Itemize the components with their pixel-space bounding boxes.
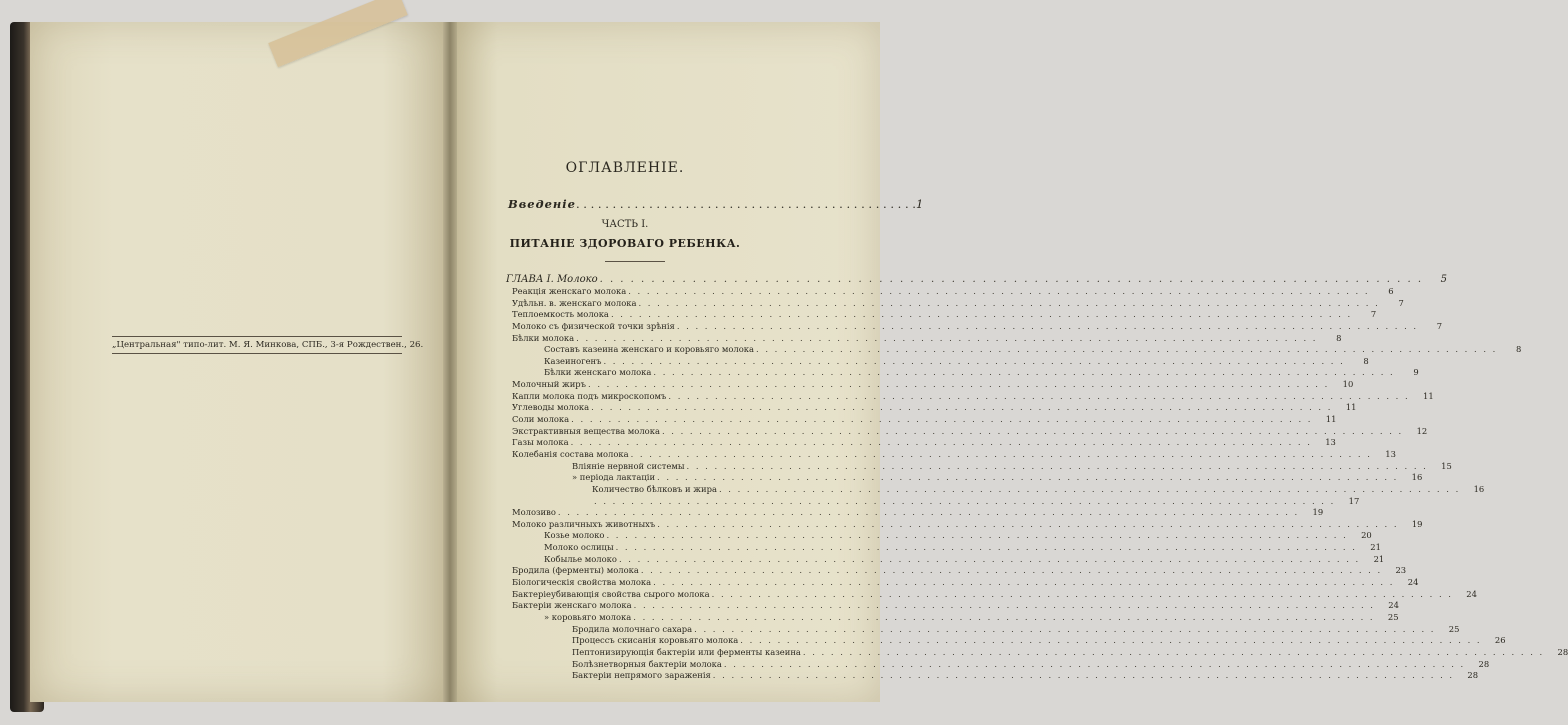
toc-leader-dots: . . . . . . . . . . . . . . . . . . . . . . . . . . . . . . . . . . . . . . . . . . . . . . . . . . . . . . . . . . . . . . . . . . . . . . . . . . . . . . . . [802, 646, 1545, 657]
toc-entry-page: 11 [1423, 390, 1434, 401]
toc-entry [506, 611, 1399, 624]
toc-entry-label: Казеиногенъ [544, 355, 602, 366]
toc-entry-label: Бродила (ферменты) молока [512, 565, 639, 576]
toc-entry [506, 273, 1448, 286]
toc-entry [506, 344, 1522, 356]
toc-leader-dots: . . . . . . . . . . . . . . . . . . . . . . . . . . . . . . . . . . . . . . . . . . . . . . . [575, 197, 916, 211]
part-title: ПИТАНIЕ ЗДОРОВАГО РЕБЕНКА. [509, 237, 741, 250]
toc-leader-dots: . . . . . . . . . . . . . . . . . . . . . . . . . . . . . . . . . . . . . . . . . . . . . . . . . . . . . . . . . . . . . . . . . . . . . . . . . . . . . . . . [694, 623, 1436, 634]
toc-entry-label: Пептонизирующiя бактерiи или ферменты казеина [572, 646, 801, 657]
toc-entry-page: 8 [1515, 344, 1522, 355]
toc-entry-label: Процессъ скисанiя коровьяго молока [572, 635, 739, 646]
toc-entry-label: » коровьяго молока [544, 611, 632, 622]
toc-entry-page: 21 [1373, 553, 1385, 564]
toc-leader-dots: . . . . . . . . . . . . . . . . . . . . . . . . . . . . . . . . . . . . . . . . . . . . . . . . . . . . . . . . . . . . . . . . . . . . . . . . . . . . . . . . [723, 658, 1466, 669]
toc-entry-page: 11 [1325, 414, 1337, 425]
toc-leader-dots: . . . . . . . . . . . . . . . . . . . . . . . . . . . . . . . . . . . . . . . . . . . . . . . . . . . . . . . . . . . . . . . . . . . . . . . . . . . . . . . . [628, 286, 1370, 296]
toc-entry-page: 24 [1407, 577, 1419, 588]
toc-entry [506, 286, 1394, 298]
toc-intro-row [508, 197, 924, 211]
toc-entry [506, 495, 1360, 508]
toc-entry [506, 483, 1485, 496]
toc-entry [506, 414, 1337, 426]
toc-leader-dots: . . . . . . . . . . . . . . . . . . . . . . . . . . . . . . . . . . . . . . . . . . . . . . . . . . . . . . . . . . . . . . . . . . . . . . . . . . . . . . . . [740, 635, 1482, 646]
toc-entry-page: 9 [1413, 367, 1419, 378]
printer-imprint: „Центральная" типо-лит. М. Я. Минкова, СПБ., 3-я Рождествен., 26. [112, 336, 402, 354]
part-heading: ЧАСТЬ I. [601, 219, 649, 230]
toc-entry-label: Углеводы молока [512, 402, 590, 413]
toc-entry [506, 635, 1506, 647]
toc-intro-label: Введенiе [508, 197, 576, 211]
toc-entry [506, 472, 1423, 484]
toc-entry-page: 28 [1557, 646, 1568, 657]
toc-leader-dots: . . . . . . . . . . . . . . . . . . . . . . . . . . . . . . . . . . . . . . . . . . . . . . . . . . . . . . . . . . . . . . . . . . . . . . . . . . . . . . . . [653, 577, 1395, 588]
toc-leader-dots: . . . . . . . . . . . . . . . . . . . . . . . . . . . . . . . . . . . . . . . . . . . . . . . . . . . . . . . . . . . . . . . . . . . . . . . . . . . . . . . . [676, 320, 1419, 331]
toc-entry [506, 542, 1381, 554]
toc-entry-label: Газы молока [512, 437, 569, 448]
toc-entry-label: ГЛАВА I. Молоко [506, 274, 598, 285]
toc-entry-page: 25 [1448, 623, 1460, 634]
toc-leader-dots: . . . . . . . . . . . . . . . . . . . . . . . . . . . . . . . . . . . . . . . . . . . . . . . . . . . . . . . . . . . . . . . . . . . . . . . . . . . . . . . . [599, 274, 1424, 285]
toc-entry [506, 448, 1396, 461]
divider-rule [605, 261, 665, 262]
left-page [30, 22, 445, 702]
toc-entry [506, 623, 1460, 636]
toc-leader-dots: . . . . . . . . . . . . . . . . . . . . . . . . . . . . . . . . . . . . . . . . . . . . . . . . . . . . . . . . . . . . . . . . . . . . . . . . . . . . . . . . [615, 542, 1357, 553]
toc-entry-label: Экстрактивныя вещества молока [512, 425, 660, 436]
toc-entry-page: 7 [1436, 320, 1443, 331]
toc-entry-page: 15 [1441, 460, 1452, 471]
toc-entry-page: 7 [1370, 309, 1377, 320]
toc-leader-dots: . . . . . . . . . . . . . . . . . . . . . . . . . . . . . . . . . . . . . . . . . . . . . . . . . . . . . . . . . . . . . . . . . . . . . . . . . . . . . . . . [557, 507, 1300, 518]
toc-entry [506, 507, 1324, 519]
toc-entry-label: Реакцiя женскаго молока [512, 286, 627, 296]
toc-leader-dots: . . . . . . . . . . . . . . . . . . . . . . . . . . . . . . . . . . . . . . . . . . . . . . . . . . . . . . . . . . . . . . . . . . . . . . . . . . . . . . . . [712, 670, 1455, 681]
toc-entry-label: Бѣлки женскаго молока [544, 367, 652, 378]
toc-entry-label: » перiода лактацiи [572, 472, 656, 483]
toc-leader-dots: . . . . . . . . . . . . . . . . . . . . . . . . . . . . . . . . . . . . . . . . . . . . . . . . . . . . . . . . . . . . . . . . . . . . . . . . . . . . . . . . [610, 309, 1353, 320]
toc-leader-dots: . . . . . . . . . . . . . . . . . . . . . . . . . . . . . . . . . . . . . . . . . . . . . . . . . . . . . . . . . . . . . . . . . . . . . . . . . . . . . . . . [588, 379, 1330, 390]
toc-entry-label: Молочный жиръ [512, 379, 586, 390]
toc-title: ОГЛАВЛЕНIЕ. [565, 160, 685, 176]
toc-leader-dots: . . . . . . . . . . . . . . . . . . . . . . . . . . . . . . . . . . . . . . . . . . . . . . . . . . . . . . . . . . . . . . . . . . . . . . . . . . . . . . . . [657, 518, 1399, 529]
toc-entry-label: Бактерiеубивающiя свойства сырого молока [512, 588, 710, 599]
toc-entry-page: 19 [1411, 518, 1423, 529]
toc-entry [506, 355, 1369, 368]
toc-entry-page: 12 [1416, 425, 1428, 436]
toc-leader-dots: . . . . . . . . . . . . . . . . . . . . . . . . . . . . . . . . . . . . . . . . . . . . . . . . . . . . . . . . . . . . . . . . . . . . . . . . . . . . . . . . [756, 344, 1498, 355]
toc-entry-label: Бактерiи непрямого зараженiя [572, 670, 711, 681]
toc-entry-label: Влiянiе нервной системы [572, 460, 685, 471]
toc-entry-page: 8 [1336, 332, 1342, 343]
toc-entry-page: 16 [1411, 472, 1423, 483]
toc-leader-dots: . . . . . . . . . . . . . . . . . . . . . . . . . . . . . . . . . . . . . . . . . . . . . . . . . . . . . . . . . . . . . . . . . . . . . . . . . . . . . . . . [640, 565, 1383, 576]
toc-entry-label: Удѣльн. в. женскаго молока [512, 297, 637, 308]
toc-leader-dots: . . . . . . . . . . . . . . . . . . . . . . . . . . . . . . . . . . . . . . . . . . . . . . . . . . . . . . . . . . . . . . . . . . . . . . . . . . . . . . . . [630, 448, 1372, 459]
toc-entry-page: 13 [1385, 448, 1396, 459]
toc-entry-page: 24 [1466, 588, 1477, 599]
toc-entry [506, 600, 1399, 612]
toc-entry-page: 10 [1342, 379, 1354, 390]
toc-entry-page: 28 [1478, 658, 1490, 669]
toc-entry-label: Теплоемкость молока [512, 309, 609, 320]
toc-entry-label: Бѣлки молока [512, 332, 575, 343]
toc-entry [506, 332, 1342, 345]
toc-entry [506, 646, 1568, 659]
toc-leader-dots: . . . . . . . . . . . . . . . . . . . . . . . . . . . . . . . . . . . . . . . . . . . . . . . . . . . . . . . . . . . . . . . . . . . . . . . . . . . . . . . . [633, 611, 1375, 622]
toc-entry-label: Болѣзнетворныя бактерiи молока [572, 658, 722, 669]
toc-entry [506, 565, 1407, 577]
toc-entry [506, 460, 1452, 473]
toc-entry-label: Количество бѣлковъ и жира [592, 483, 717, 494]
toc-entry-label: Молоко ослицы [544, 542, 614, 553]
toc-entry-page: 20 [1361, 530, 1372, 541]
toc-entry-label: Бактерiи женскаго молока [512, 600, 632, 611]
toc-entry [506, 367, 1419, 379]
toc-entry-label: Капли молока подъ микроскопомъ [512, 390, 667, 401]
toc-entry [506, 530, 1372, 542]
toc-list [506, 273, 1568, 682]
toc-leader-dots: . . . . . . . . . . . . . . . . . . . . . . . . . . . . . . . . . . . . . . . . . . . . . . . . . . . . . . . . . . . . . . . . . . . . . . . . . . . . . . . . [606, 530, 1348, 541]
toc-entry [506, 379, 1354, 391]
toc-leader-dots: . . . . . . . . . . . . . . . . . . . . . . . . . . . . . . . . . . . . . . . . . . . . . . . . . . . . . . . . . . . . . . . . . . . . . . . . . . . . . . . . [653, 367, 1395, 378]
toc-entry-label: Соли молока [512, 414, 570, 425]
toc-entry-page: 23 [1395, 565, 1407, 576]
toc-entry [506, 518, 1423, 531]
toc-leader-dots: . . . . . . . . . . . . . . . . . . . . . . . . . . . . . . . . . . . . . . . . . . . . . . . . . . . . . . . . . . . . . . . . . . . . . . . . . . . . . . . . [591, 402, 1333, 413]
toc-leader-dots: . . . . . . . . . . . . . . . . . . . . . . . . . . . . . . . . . . . . . . . . . . . . . . . . . . . . . . . . . . . . . . . . . . . . . . . . . . . . . . . . [686, 460, 1428, 471]
toc-entry-page: 16 [1473, 483, 1485, 494]
toc-entry [506, 402, 1357, 414]
toc-entry [506, 588, 1477, 601]
toc-leader-dots: . . . . . . . . . . . . . . . . . . . . . . . . . . . . . . . . . . . . . . . . . . . . . . . . . . . . . . . . . . . . . . . . . . . . . . . . . . . . . . . . [711, 588, 1453, 599]
toc-entry-page: 7 [1398, 297, 1404, 308]
toc-entry-page: 25 [1387, 611, 1399, 622]
toc-entry [506, 670, 1479, 682]
toc-entry-label: Колебанiя состава молока [512, 448, 629, 459]
toc-entry [506, 553, 1385, 566]
toc-entry-page: 24 [1388, 600, 1399, 611]
toc-entry-page: 13 [1325, 437, 1336, 448]
toc-leader-dots: . . . . . . . . . . . . . . . . . . . . . . . . . . . . . . . . . . . . . . . . . . . . . . . . . . . . . . . . . . . . . . . . . . . . . . . . . . . . . . . . [668, 390, 1410, 401]
toc-entry-page: 19 [1312, 507, 1324, 518]
toc-entry [506, 390, 1434, 403]
toc-entry-label: Молозиво [512, 507, 556, 518]
toc-entry-label: Козье молоко [544, 530, 605, 541]
toc-entry [506, 320, 1443, 333]
toc-leader-dots: . . . . . . . . . . . . . . . . . . . . . . . . . . . . . . . . . . . . . . . . . . . . . . . . . . . . . . . . . . . . . . . . . . . . . . . . . . . . . . . . [633, 600, 1375, 611]
toc-entry [506, 297, 1404, 310]
book-gutter [443, 22, 457, 702]
toc-intro-page: 1 [915, 197, 924, 211]
toc-entry-label: Молоко различныхъ животныхъ [512, 518, 656, 529]
toc-leader-dots: . . . . . . . . . . . . . . . . . . . . . . . . . . . . . . . . . . . . . . . . . . . . . . . . . . . . . . . . . . . . . . . . . . . . . . . . . . . . . . . . [576, 332, 1318, 343]
toc-entry-page: 5 [1440, 274, 1448, 285]
toc-entry [506, 309, 1377, 321]
toc-entry-page: 21 [1370, 542, 1381, 553]
toc-entry-label: Молоко съ физической точки зрѣнiя [512, 320, 675, 331]
toc-leader-dots: . . . . . . . . . . . . . . . . . . . . . . . . . . . . . . . . . . . . . . . . . . . . . . . . . . . . . . . . . . . . . . . . . . . . . . . . . . . . . . . . [638, 297, 1380, 308]
toc-entry [506, 425, 1428, 438]
toc-leader-dots: . . . . . . . . . . . . . . . . . . . . . . . . . . . . . . . . . . . . . . . . . . . . . . . . . . . . . . . . . . . . . . . . . . . . . . . . . . . . . . . . [718, 483, 1461, 494]
toc-leader-dots: . . . . . . . . . . . . . . . . . . . . . . . . . . . . . . . . . . . . . . . . . . . . . . . . . . . . . . . . . . . . . . . . . . . . . . . . . . . . . . . . [661, 425, 1404, 436]
toc-entry-label: Бродила молочнаго сахара [572, 623, 693, 634]
toc-leader-dots: . . . . . . . . . . . . . . . . . . . . . . . . . . . . . . . . . . . . . . . . . . . . . . . . . . . . . . . . . . . . . . . . . . . . . . . . . . . . . . . . [603, 355, 1345, 366]
toc-entry [506, 658, 1490, 671]
toc-leader-dots: . . . . . . . . . . . . . . . . . . . . . . . . . . . . . . . . . . . . . . . . . . . . . . . . . . . . . . . . . . . . . . . . . . . . . . . . . . . . . . . . [618, 553, 1361, 564]
toc-entry-page: 11 [1345, 402, 1357, 413]
toc-entry-page: 28 [1467, 670, 1479, 681]
toc-leader-dots: . . . . . . . . . . . . . . . . . . . . . . . . . . . . . . . . . . . . . . . . . . . . . . . . . . . . . . . . . . . . . . . . . . . . . . . . . . . . . . . . [571, 414, 1313, 425]
toc-leader-dots: . . . . . . . . . . . . . . . . . . . . . . . . . . . . . . . . . . . . . . . . . . . . . . . . . . . . . . . . . . . . . . . . . . . . . . . . . . . . . . . . [594, 495, 1336, 506]
toc-leader-dots: . . . . . . . . . . . . . . . . . . . . . . . . . . . . . . . . . . . . . . . . . . . . . . . . . . . . . . . . . . . . . . . . . . . . . . . . . . . . . . . . [570, 437, 1312, 448]
toc-entry-page: 6 [1388, 286, 1394, 296]
toc-entry [506, 577, 1419, 589]
toc-entry-page: 17 [1348, 495, 1360, 506]
toc-entry-label: Кобылье молоко [544, 553, 617, 564]
toc-entry-page: 26 [1494, 635, 1506, 646]
toc-entry-label: Бiологическiя свойства молока [512, 577, 652, 588]
toc-leader-dots: . . . . . . . . . . . . . . . . . . . . . . . . . . . . . . . . . . . . . . . . . . . . . . . . . . . . . . . . . . . . . . . . . . . . . . . . . . . . . . . . [657, 472, 1399, 483]
toc-entry-page: 8 [1363, 355, 1369, 366]
toc-entry-label: Составъ казеина женскаго и коровьяго молока [544, 344, 755, 355]
toc-entry [506, 437, 1336, 449]
